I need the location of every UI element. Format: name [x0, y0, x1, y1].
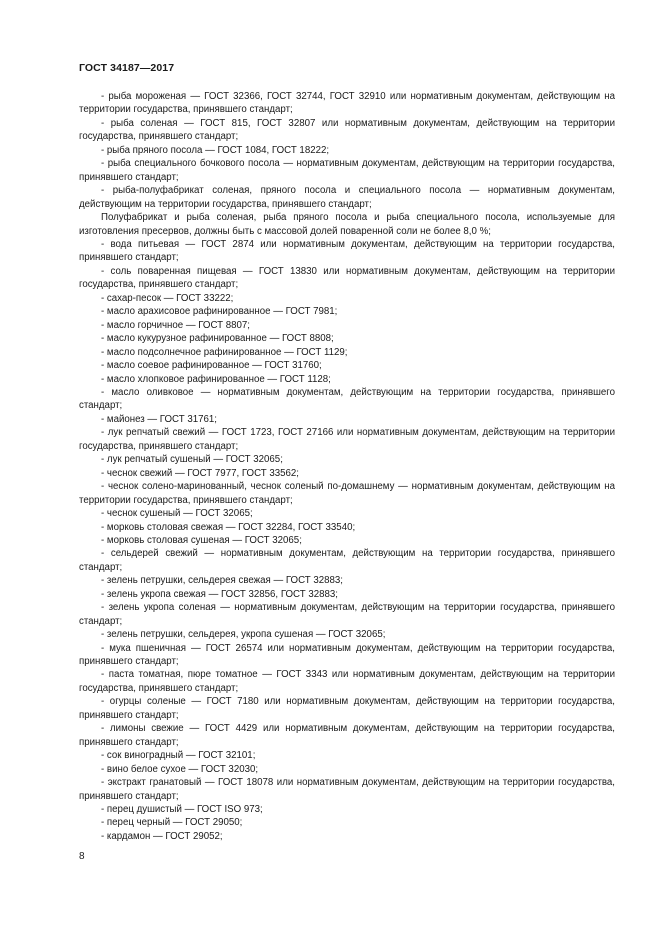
list-item: - зелень укропа соленая — нормативным документам, действующим на территории государства, принявшего стандарт; — [79, 602, 615, 627]
list-item: - рыба-полуфабрикат соленая, пряного посола и специального посола — нормативным документам, действующим на территории государства, принявшего стандарт; — [79, 185, 615, 210]
list-item: - чеснок свежий — ГОСТ 7977, ГОСТ 33562; — [101, 467, 299, 479]
page-number: 8 — [79, 851, 85, 862]
list-item: - зелень укропа свежая — ГОСТ 32856, ГОСТ 32883; — [101, 588, 338, 600]
list-item: - лимоны свежие — ГОСТ 4429 или нормативным документам, действующим на территории государства, принявшего стандарт; — [79, 723, 615, 748]
list-item: - соль поваренная пищевая — ГОСТ 13830 или нормативным документам, действующим на территории государства, принявшего стандарт; — [79, 265, 615, 291]
list-item: - рыба специального бочкового посола — нормативным документам, действующим на территории государства, принявшего стандарт; — [79, 158, 615, 183]
list-item: - чеснок сушеный — ГОСТ 32065; — [101, 508, 253, 520]
document-header: ГОСТ 34187—2017 — [79, 62, 175, 74]
list-item: - чеснок солено-маринованный, чеснок соленый по-домашнему — нормативным документам, действующим на территории государства, принявшего стандарт; — [79, 481, 615, 506]
list-item: - зелень петрушки, сельдерея свежая — ГОСТ 32883; — [101, 575, 343, 587]
paragraph: Полуфабрикат и рыба соленая, рыба пряного посола и рыба специального посола, используемые для изготовления пресервов, должны быть с массовой долей поваренной соли не более 8,0 %; — [79, 212, 615, 237]
list-item: - кардамон — ГОСТ 29052; — [101, 830, 223, 842]
list-item: - сок виноградный — ГОСТ 32101; — [101, 750, 256, 762]
list-item: - рыба соленая — ГОСТ 815, ГОСТ 32807 или нормативным документам, действующим на территории государства, принявшего стандарт; — [79, 117, 615, 143]
list-item: - масло соевое рафинированное — ГОСТ 31760; — [101, 360, 322, 372]
list-item: - экстракт гранатовый — ГОСТ 18078 или нормативным документам, действующим на территории государства, принявшего стандарт; — [79, 777, 615, 802]
document-body — [79, 90, 615, 843]
list-item: - перец душистый — ГОСТ ISO 973; — [101, 804, 263, 816]
list-item: - масло хлопковое рафинированное — ГОСТ 1128; — [101, 373, 331, 385]
list-item: - вино белое сухое — ГОСТ 32030; — [101, 763, 259, 775]
list-item: - масло кукурузное рафинированное — ГОСТ 8808; — [101, 333, 334, 345]
list-item: - морковь столовая сушеная — ГОСТ 32065; — [101, 534, 302, 546]
list-item: - паста томатная, пюре томатное — ГОСТ 3343 или нормативным документам, действующим на территории государства, принявшего стандарт; — [79, 669, 615, 694]
list-item: - мука пшеничная — ГОСТ 26574 или нормативным документам, действующим на территории государства, принявшего стандарт; — [79, 642, 615, 668]
list-item: - морковь столовая свежая — ГОСТ 32284, ГОСТ 33540; — [101, 521, 356, 533]
list-item: - рыба мороженая — ГОСТ 32366, ГОСТ 32744, ГОСТ 32910 или нормативным документам, действующим на территории государства, принявшего стандарт; — [79, 91, 615, 116]
list-item: - лук репчатый свежий — ГОСТ 1723, ГОСТ 27166 или нормативным документам, действующим на территории государства, принявшего стандарт; — [79, 427, 615, 452]
list-item: - рыба пряного посола — ГОСТ 1084, ГОСТ 18222; — [101, 144, 330, 156]
list-item: - зелень петрушки, сельдерея, укропа сушеная — ГОСТ 32065; — [101, 629, 386, 641]
list-item: - майонез — ГОСТ 31761; — [101, 413, 217, 425]
list-item: - вода питьевая — ГОСТ 2874 или нормативным документам, действующим на территории государства, принявшего стандарт; — [79, 238, 615, 264]
list-item: - огурцы соленые — ГОСТ 7180 или нормативным документам, действующим на территории государства, принявшего стандарт; — [79, 696, 615, 721]
list-item: - масло оливковое — нормативным документам, действующим на территории государства, принявшего стандарт; — [79, 386, 615, 412]
list-item: - лук репчатый сушеный — ГОСТ 32065; — [101, 454, 283, 466]
list-item: - перец черный — ГОСТ 29050; — [101, 817, 243, 829]
list-item: - масло арахисовое рафинированное — ГОСТ 7981; — [101, 306, 338, 318]
list-item: - масло подсолнечное рафинированное — ГОСТ 1129; — [101, 346, 348, 358]
list-item: - масло горчичное — ГОСТ 8807; — [101, 319, 250, 331]
list-item: - сельдерей свежий — нормативным документам, действующим на территории государства, принявшего стандарт; — [79, 548, 615, 573]
list-item: - сахар-песок — ГОСТ 33222; — [101, 292, 234, 304]
